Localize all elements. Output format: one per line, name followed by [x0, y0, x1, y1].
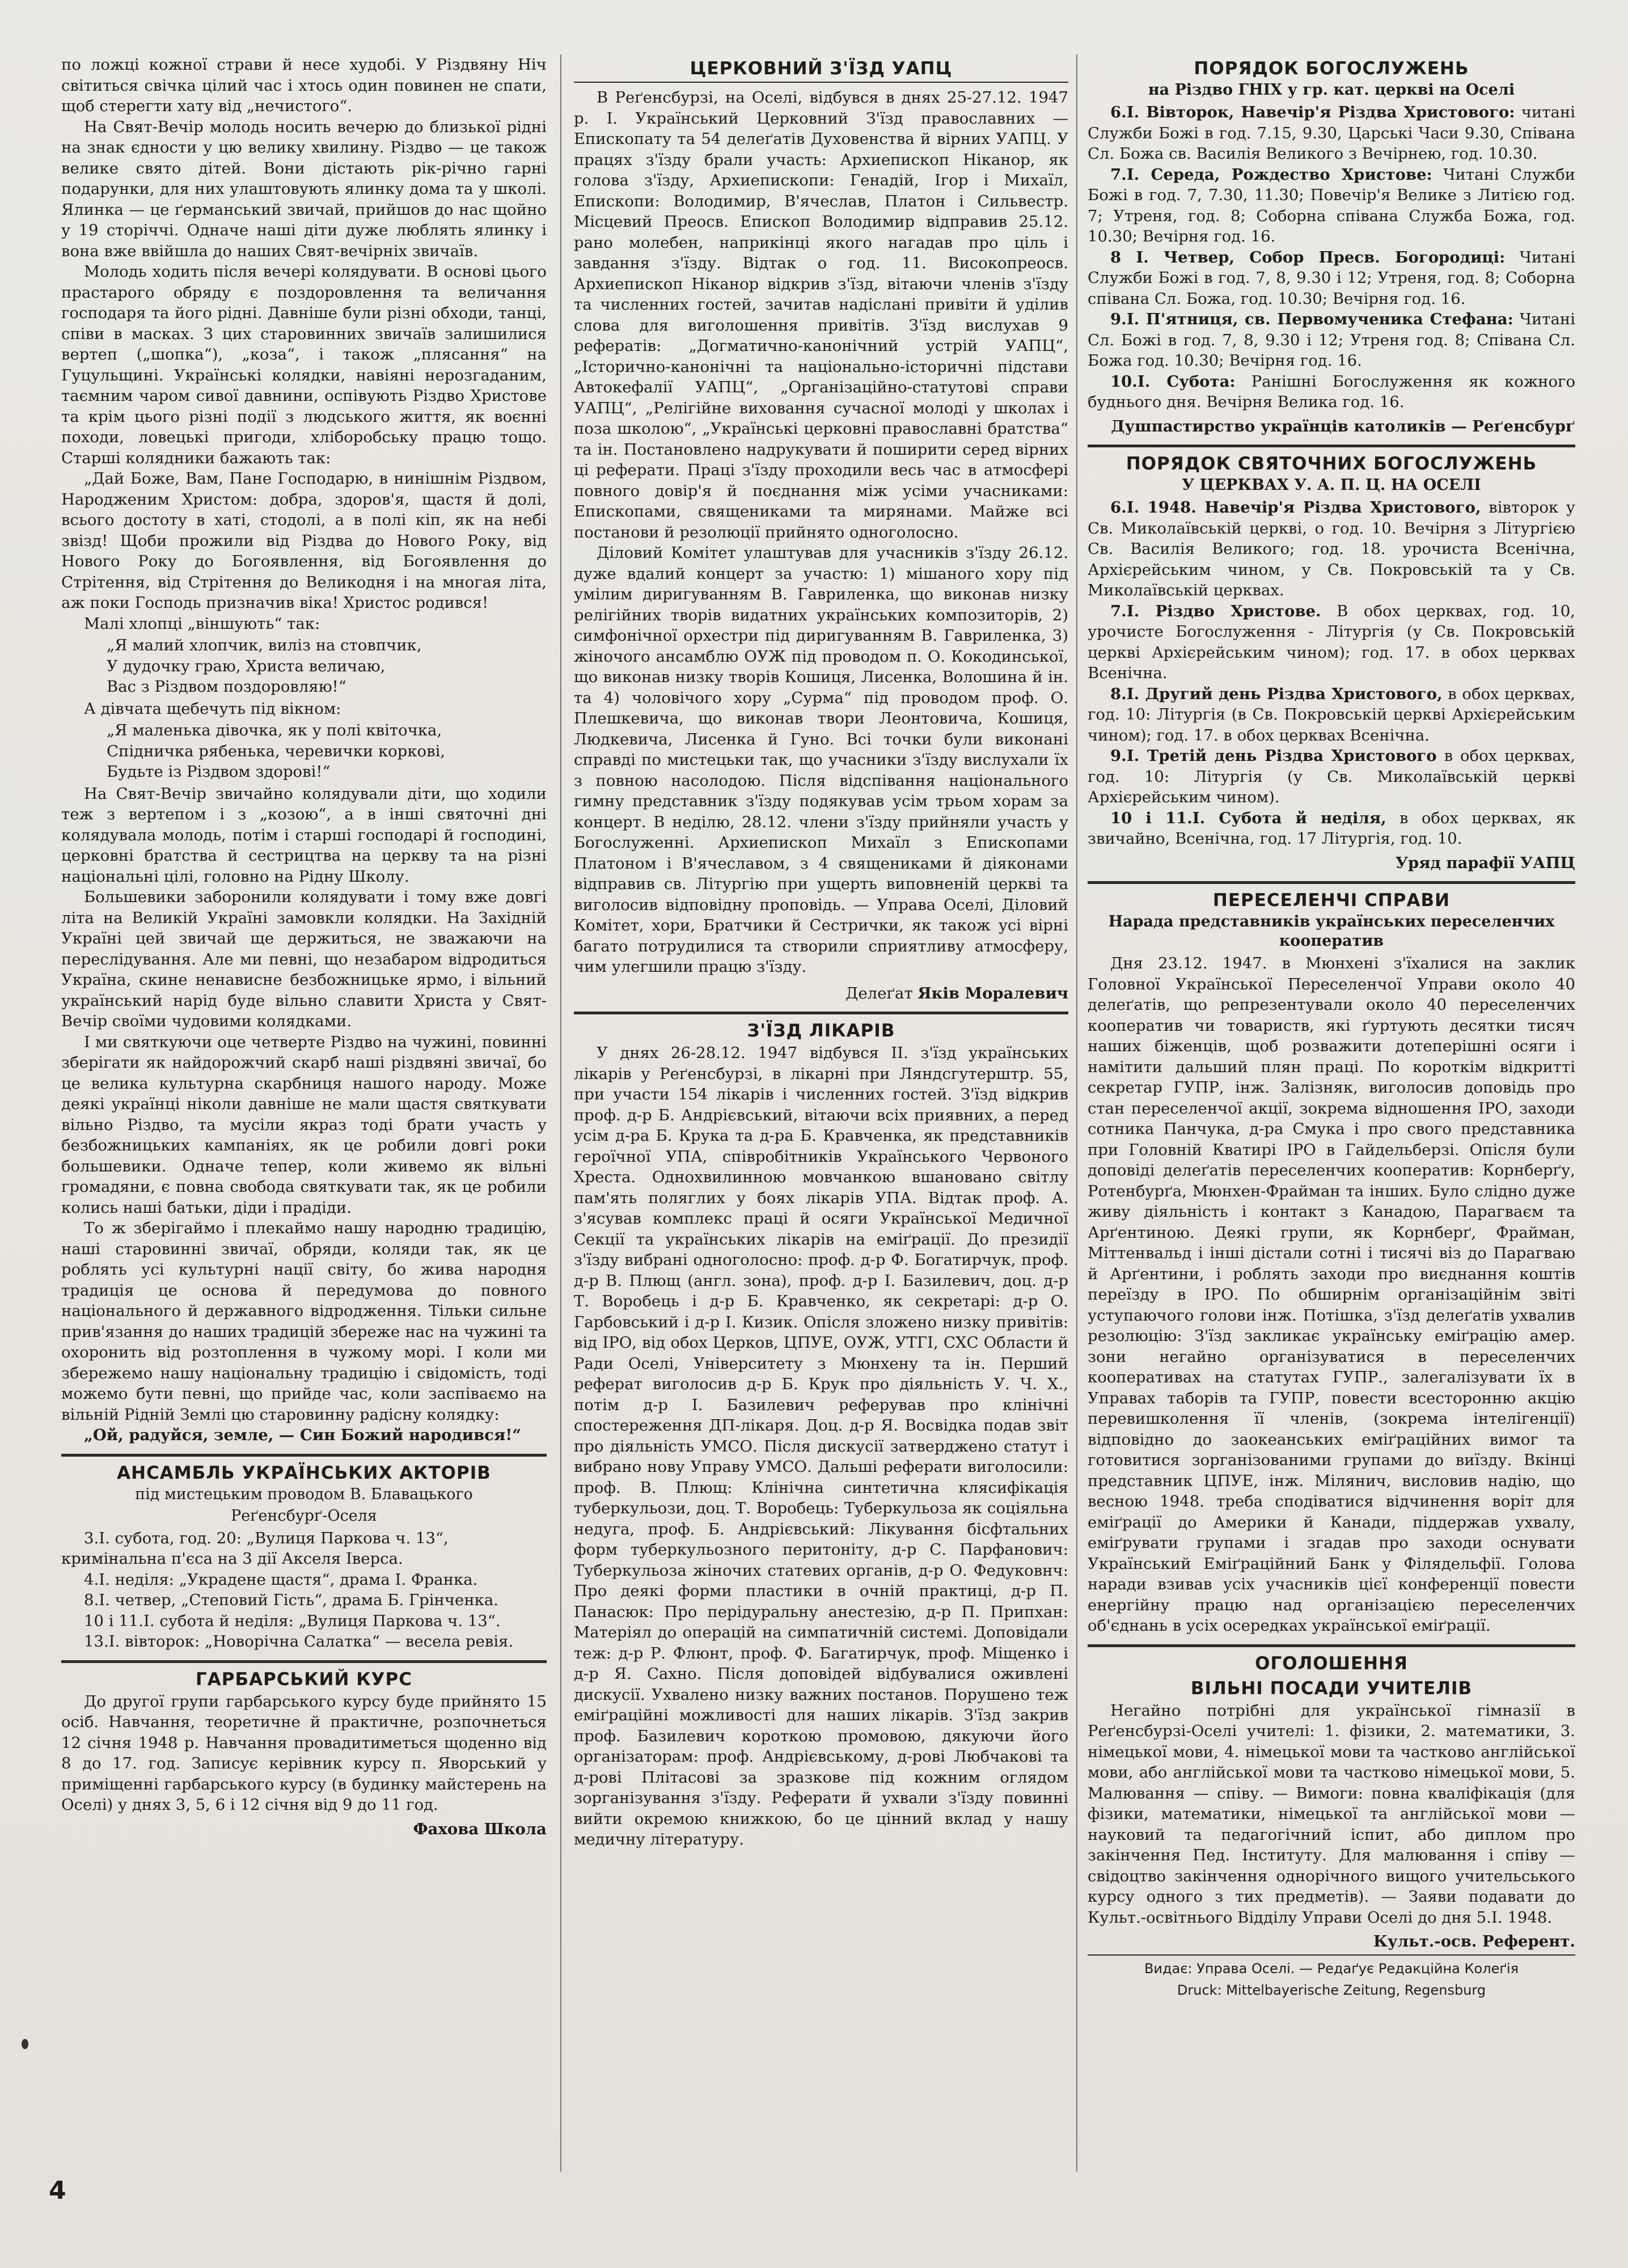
byline-name: Яків Моралевич — [917, 984, 1068, 1002]
paragraph: по ложці кожної страви й несе худобі. У Різдвяну Ніч світиться свічка цілий час і хтось один повинен не спати, щоб стерегти хату від „нечистого“. — [61, 56, 547, 115]
signature: Фахова Школа — [413, 1820, 547, 1838]
section-divider — [1088, 1644, 1575, 1647]
list-item: 8.І. четвер, „Степовий Гість“, драма Б. Грінченка. — [84, 1591, 498, 1609]
catholic-services-subtitle: на Різдво ГНІХ у гр. кат. церкві на Оселі — [1148, 81, 1515, 99]
verse-line: „Я малий хлопчик, виліз на стовпчик, — [107, 636, 422, 654]
ensemble-place: Реґенсбурґ-Оселя — [231, 1507, 377, 1525]
service-entry — [1088, 164, 1575, 247]
service-text: В обох церквах, год. 10, урочисте Богослуження - Літургія (у Св. Покровській церкві Архієрейським чином); год. 17. в обох церквах Всенічна. — [1088, 602, 1575, 682]
paragraph: „Дай Боже, Вам, Пане Господарю, в нинішнім Різдвом, Народженим Христом: добра, здоров'я, щастя й долі, всього достоту в хаті, стодолі, а в полі кіп, як на небі звізд! Щоби прожили від Різдва до Нового Року, від Нового Року до Богоявлення, від Богоявлення до Стрітення, від Стрітення до Великодня і на многая літа, аж поки Господь призначив віка! Христос родився! — [61, 469, 547, 612]
service-day: 9.І. Третій день Різдва Христового — [1110, 747, 1437, 765]
column-divider — [560, 54, 561, 2172]
paragraph: Негайно потрібні для української гімназії в Реґенсбурзі-Оселі учителі: 1. фізики, 2. математики, 3. німецької мови, 4. німецької мови та частково англійської мови, або англійської мови та частково німецької мови, 5. Малювання — співу. — Вимоги: повна кваліфікація (для фізики, математики, німецької та англійської мови — науковий та педагогічний іспит, або диплом про закінчення Пед. Інституту. Для малювання і співу — свідоцтво закінчення однорічного вищого учительського курсу одного з тих предметів). — Заяви подавати до Культ.-освітнього Відділу Управи Оселі до дня 5.І. 1948. — [1088, 1701, 1575, 1927]
verse-line: Вас з Різдвом поздоровляю!“ — [107, 678, 346, 696]
byline — [574, 983, 1068, 1004]
byline-prefix: Делеґат — [845, 984, 913, 1002]
list-item: 10 і 11.І. субота й неділя: „Вулиця Паркова ч. 13“. — [84, 1611, 501, 1630]
service-day: 6.І. 1948. Навечір'я Різдва Христового, — [1110, 498, 1481, 517]
list-item: 3.І. субота, год. 20: „Вулиця Паркова ч. 13“, кримінальна п'єса на 3 дії Акселя Іверса. — [61, 1529, 449, 1568]
section-divider — [61, 1454, 547, 1457]
paragraph: В Реґенсбурзі, на Оселі, відбувся в днях 25-27.12. 1947 р. І. Український Церковний З'їзд православних — Епископату та 54 делеґатів Духовенства й вірних УАПЦ. У працях з'їзду брали участь: Архиепископ Нікaнор, як голова з'їзду, Архиепископи: Генадій, Ігор і Михаїл, Епископи: Володимир, В'ячеслав, Платон і Сильвестр. Місцевий Преосв. Епископ Володимир відправив 25.12. рано молебен, наприкінці якого нагадав про ціль і завдання з'їзду. Відтак о год. 11. Високопреосв. Архиепископ Нікaнор відкрив з'їзд, вітаючи членів з'їзду та численних гостей, зачитав надіслані привіти й уділив слова для виголошення привітів. З'їзд вислухав 9 рефератів: „Догматично-канонічний устрій УАПЦ“, „Історично-канонічні та національно-історичні підстави Автокефалії УАПЦ“, „Організаційно-статутові справи УАПЦ“, „Релігійне виховання сучасної молоді у школах і поза школою“, „Українські церковні православні братства“ та ін. Постановлено надрукувати й поширити серед вірних ці реферати. Праці з'їзду проходили весь час в атмосфері повного довір'я й поєднання між усіми учасниками: Епископами, священиками та мирянами. Майже всі постанови й резолюції прийнято одноголосно. — [574, 88, 1068, 541]
migration-title: ПЕРЕСЕЛЕНЧІ СПРАВИ — [1212, 890, 1451, 911]
paragraph: То ж зберігаймо і плекаймо нашу народню традицію, наші старовинні звичаї, обряди, коляди так, як це роблять усі культурні нації світу, бо жива народня традиція це основа й передумова до повного національного й державного відродження. Тільки сильне прив'язання до наших традицій збереже нас на чужині та охоронить від розтоплення в чужому морі. І коли ми збережемо нашу національну традицію і свідомість, тоді можемо бути певні, що прийде час, коли заспіваємо на вільній Рідній Землі цю старовинну радісну колядку: — [61, 1219, 547, 1424]
orthodox-services-subtitle: У ЦЕРКВАХ У. А. П. Ц. НА ОСЕЛІ — [1182, 476, 1481, 494]
verse-line: Спідничка рябенька, черевички коркові, — [107, 742, 446, 760]
catholic-services-title: ПОРЯДОК БОГОСЛУЖЕНЬ — [1194, 58, 1469, 79]
service-entry — [1088, 808, 1575, 849]
section-divider — [1088, 881, 1575, 884]
service-text: в обох церквах, год. 10: Літургія (у Св. Миколаївській церкві Архієрейським чином). — [1088, 747, 1575, 806]
service-entry — [1088, 746, 1575, 808]
list-item: 4.І. неділя: „Украдене щастя“, драма І. Франка. — [84, 1570, 478, 1589]
paragraph: На Свят-Вечір звичайно колядували діти, що ходили теж з вертепом і з „козою“, а в інші святочні дні колядувала молодь, потім і старші господарі й господині, церковні братства й сестрицтва на церкву та на різні національні цілі, головно на Рідну Школу. — [61, 784, 547, 886]
section-divider — [61, 1660, 547, 1663]
service-day: 7.І. Середа, Рождество Христове: — [1110, 165, 1432, 184]
paragraph: „Ой, радуйся, земле, — Син Божий народився!“ — [84, 1426, 522, 1444]
verse-line: Будьте із Різдвом здорові!“ — [107, 763, 331, 781]
column-right — [1088, 54, 1575, 2172]
paragraph: Молодь ходить після вечері колядувати. В основі цього прастарого обряду є поздоровлення та величання господаря та його рідні. Давніше були різні обходи, танці, співи в масках. З цих старовинних звичаїв залишилися вертеп („шопка“), „коза“, і також „плясання“ на Гуцульщині. Українські колядки, навіяні нерозгаданим, таємним чаром сивої давнини, оспівують Різдво Христове та крім цього різні події з людського життя, як воєнні походи, ловецькі пригоди, хліборобську працю тощо. Старші колядники бажають так: — [61, 263, 547, 467]
ensemble-subtitle: під мистецьким проводом В. Блавацького — [135, 1485, 473, 1503]
service-text: в обох церквах, як звичайно, Всенічна, год. 17 Літургія, год. 10. — [1088, 809, 1575, 848]
tannery-title: ГАРБАРСЬКИЙ КУРС — [196, 1669, 412, 1690]
service-text: Читані Сл. Божі в год. 7, 8, 9.30 і 12; Утреня год. 8; Співана Сл. Божа год. 10.30; Вечірня год. 16. — [1088, 310, 1575, 370]
service-text: Читані Служби Божі в год. 7, 8, 9.30 і 12; Утреня, год. 8; Соборна співана Сл. Божа, год. 10.30; Вечірня год. 16. — [1088, 248, 1575, 308]
imprint-publisher: Видає: Управа Оселі. — Редаґує Редакційна Колеґія — [1144, 1960, 1519, 1977]
service-text: в обох церквах, год. 10: Літургія (в Св. Покровській церкві Архієрейським чином); год. 17. в обох церквах Всенічна. — [1088, 684, 1575, 744]
verse-line: „Я маленька дівочка, як у полі квіточка, — [107, 721, 442, 739]
service-day: 10 і 11.І. Субота й неділя, — [1110, 809, 1386, 827]
service-entry — [1088, 684, 1575, 746]
carol-verse — [107, 720, 547, 782]
paragraph: До другої групи гарбарського курсу буде прийнято 15 осіб. Навчання, теоретичне й практичне, розпочнеться 12 січня 1948 р. Навчання провадитиметься щоденно від 8 до 17. год. Записує керівник курсу п. Яворський у приміщенні гарбарського курсу (в будинку майстерень на Оселі) у днях 3, 5, 6 і 12 січня від 9 до 11 год. — [61, 1692, 547, 1814]
title-underline — [574, 82, 1068, 83]
service-text: читані Служби Божі в год. 7.15, 9.30, Царські Часи 9.30, Співана Сл. Божа св. Василія Великого з Вечірнею, год. 10.30. — [1088, 103, 1575, 163]
service-entry — [1088, 247, 1575, 310]
notices-title: ОГОЛОШЕННЯ — [1255, 1653, 1408, 1674]
service-day: 10.І. Субота: — [1110, 372, 1236, 391]
service-entry — [1088, 309, 1575, 371]
service-text: Читані Служби Божі в год. 7, 7.30, 11.30; Повечір'я Велике з Литією год. 7; Утреня, год. 8; Соборна співана Служба Божа, год. 10.30; Вечірня год. 16. — [1088, 165, 1575, 246]
column-left — [61, 54, 547, 2172]
service-entry — [1088, 371, 1575, 413]
paragraph: Діловий Комітет улаштував для учасників з'їзду 26.12. дуже вдалий концерт за участю: 1) мішаного хору під умілим диригуванням В. Гавриленка, що виконав низку релігійних творів видатних українських композиторів, 2) симфонічної орхестри під диригуванням В. Гавриленка, 3) жіночого ансамблю ОУЖ під проводом п. О. Кокодинської, що виконав низку творів Кошиця, Лисенка, Волошина й ін. та 4) чоловічого хору „Сурма“ під проводом проф. О. Плешкевича, що виконав твори Леонтовича, Кошиця, Людкевича, Лисенка й Гуно. Всі точки були виконані справді по мистецьки так, що учасники з'їзду вислухали їх з повною насолодою. Після відспівання національного гимну представник з'їзду подякував усім трьом хорам за концерт. В неділю, 28.12. члени з'їзду прийняли участь у Богослуженні. Архиепископ Михаїл з Епископами Платоном і В'ячеславом, з 4 священиками й діяконами відправив св. Літургію при ущерть виповненій церкві та виголосив відповідну проповідь. — Управа Оселі, Діловий Комітет, хори, Братчики й Сестрички, як також усі вірні багато потрудилися та створили сприятливу атмосферу, чим улегшили працю з'їзду. — [574, 544, 1068, 976]
service-day: 7.І. Різдво Христове. — [1110, 602, 1321, 620]
section-divider — [1088, 445, 1575, 447]
imprint-printer: Druck: Mittelbayerische Zeitung, Regensburg — [1177, 1982, 1486, 1998]
church-congress-title: ЦЕРКОВНИЙ З'ЇЗД УАПЦ — [690, 58, 953, 79]
service-entry — [1088, 102, 1575, 164]
paragraph: А дівчата щебечуть під вікном: — [84, 699, 341, 718]
carol-verse — [107, 635, 547, 697]
page-number: 4 — [49, 2176, 66, 2205]
service-day: 9.І. П'ятниця, св. Первомученика Стефана: — [1110, 310, 1513, 328]
service-day: 6.І. Вівторок, Навечір'я Різдва Христового: — [1110, 103, 1515, 121]
notices-subtitle: ВІЛЬНІ ПОСАДИ УЧИТЕЛІВ — [1190, 1678, 1473, 1699]
paragraph: У днях 26-28.12. 1947 відбувся II. з'їзд українських лікарів у Реґенсбурзі, в лікарні при Ляндсгутерштр. 55, при участи 154 лікарів і численних гостей. З'їзд відкрив проф. д-р Б. Андрієвський, вітаючи всіх приявних, а перед усім д-ра Б. Крука та д-ра Б. Кравченка, як представників героїчної УПА, співробітників Українського Червоного Хреста. Однохвилинною мовчанкою вшановано світлу пам'ять поляглих у боях лікарів УПА. Відтак проф. А. з'ясував комплекс праці й осяги Української Медичної Секції та українських лікарів на еміґрації. До президії з'їзду вибрані одноголосно: проф. д-р Ф. Богатирчук, проф. д-р В. Плющ (англ. зона), проф. д-р І. Базилевич, доц. д-р Т. Воробець і д-р Б. Кравченко, як секретарі: д-р О. Гарбовський і д-р І. Кизик. Опісля зложено низку привітів: від ІРО, від обох Церков, ЦПУЕ, ОУЖ, УТГІ, СХС Области й Ради Оселі, Університету з Мюнхену та ін. Перший реферат виголосив д-р Б. Крук про діяльність У. Ч. Х., потім д-р І. Базилевич реферував про клінічні спостереження ДП-лікаря. Доц. д-р Я. Восвідка подав звіт про діяльність УМСО. Після дискусії затверджено статут і вибрано нову Управу УМСО. Дальші реферати виголосили: проф. В. Плющ: Клінічна синтетична клясифікація туберкульози, доц. Т. Воробець: Туберкульоза як соціяльна недуга, проф. Б. Андрієвський: Лікування бісфтальних форм туберкульозного перитоніту, д-р С. Парфанович: Туберкульоза жіночих статевих органів, д-р О. Федуковнч: Про деякі форми пластики в очній практиці, д-р П. Панасюк: Про перідуральну анестезію, д-р П. Припхан: Матеріял до операцій на симпатичній системі. Доповідали теж: д-р Р. Флюнт, проф. Ф. Багатирчук, проф. Міщенко і д-р Я. Сахно. Після доповідей відбувалися оживлені дискусії. Ухвалено низку важних постанов. Порушено теж еміґраційні можливості для наших лікарів. З'їзд закрив проф. Базилевич короткою промовою, дякуючи його організаторам: проф. Андрієвському, д-рові Любчакові та д-рові Плітасові за зразкове під кожним оглядом зорганізування з'їзду. Реферати й ухвали з'їзду повинні вийти окремою книжкою, бо це цінний вклад у нашу медичну літературу. — [574, 1044, 1068, 1848]
service-entry — [1088, 601, 1575, 684]
verse-line: У дудочку граю, Христа величаю, — [107, 657, 386, 675]
signature: Культ.-осв. Референт. — [1373, 1932, 1575, 1950]
list-item: 13.І. вівторок: „Новорічна Салатка“ — весела ревія. — [84, 1632, 514, 1651]
section-divider — [574, 1012, 1068, 1014]
service-text: вівторок у Св. Миколаївській церкві, о год. 10. Вечірня з Літургією Св. Василія Великого; год. 18. урочиста Всенічна, Архієрейським чином, у Св. Покровській та у Св. Миколаївській церквах. — [1088, 498, 1575, 599]
paragraph: На Свят-Вечір молодь носить вечерю до близької рідні на знак єдности у цю велику хвилину. Різдво — це також велике свято дітей. Вони дістають рік-річно гарні подарунки, для них улаштовують ялинку дома та у школі. Ялинка — це ґерманський звичай, прийшов до нас щойно у 19 сторіччі. Одначе наші діти дуже люблять ялинку і вона вже ввійшла до наших Свят-вечірніх звичаїв. — [61, 117, 547, 260]
paragraph: Малі хлопці „віншують“ так: — [84, 614, 320, 633]
paragraph: І ми святкуючи оце четверте Різдво на чужині, повинні зберігати як найдорожчий скарб наші різдвяні звичаї, бо це велика культурна скарбниця нашого народу. Може деякі українці ніколи давніше не мали щастя святкувати вільно Різдво, та мусіли якраз тоді брати участь у безбожницьких кампаніях, як це робили довгі роки большевики. Одначе тепер, коли живемо як вільні громадяни, є повна свобода святкувати так, як це робили колись наші батьки, діди і прадіди. — [61, 1033, 547, 1217]
column-middle — [574, 54, 1068, 2172]
signature: Уряд парафії УАПЦ — [1395, 853, 1575, 872]
paragraph: Большевики заборонили колядувати і тому вже довгі літа на Великій Україні замовкли колядки. На Західній Україні цей звичай ще держиться, не зважаючи на переслідування. Але ми певні, що незабаром відродиться Україна, скине ненависне безбожницьке ярмо, і вільний український нарід буде вільно славити Христа у Свят-Вечір своїми чудовими колядками. — [61, 888, 547, 1030]
ink-blot — [22, 2039, 28, 2049]
column-divider — [1076, 54, 1077, 2172]
signature: Душпастирство українців католиків — Реґенсбурґ — [1111, 417, 1575, 435]
service-text: Ранішні Богослуження як кожного буднього дня. Вечірня Велика год. 16. — [1088, 372, 1575, 411]
migration-subtitle: Нарада представників українських переселенчих кооператив — [1108, 913, 1555, 950]
service-day: 8 І. Четвер, Собор Пресв. Богородиці: — [1110, 248, 1506, 266]
doctors-congress-title: З'ЇЗД ЛІКАРІВ — [747, 1021, 895, 1041]
orthodox-services-title: ПОРЯДОК СВЯТОЧНИХ БОГОСЛУЖЕНЬ — [1126, 454, 1537, 474]
paragraph: Дня 23.12. 1947. в Мюнхені з'їхалися на заклик Головної Української Переселенчої Управи около 40 делеґатів, що репрезентували около 40 переселенчих кооператив чи товариств, які ґуртують десятки тисяч наших біженців, щоб розважити дотеперішні осяги і намітити дальший плян праці. По короткім відкритті секретар ГУПР, інж. Залізняк, виголосив доповідь про стан переселенчої акції, зокрема відношення ІРО, заходи сотника Панчука, д-ра Смука і про свого представника при Головній Кватирі ІРО в Гайдельберзі. Опісля були доповіді делеґатів переселенчих кооператив: Корнберґу, Ротенбурґа, Мюнхен-Фрайман та інших. Було слідно дуже живу діяльність і контакт з Канадою, Парагваєм та Арґентиною. Деякі групи, як Корнберґ, Фрайман, Міттенвальд і інші дістали сотні і тисячі віз до Парагваю й Арґентини, і роблять заходи про виєднання коштів переїзду в ІРО. По обширнім організаційнім звіті уступаючого голови інж. Потішка, з'їзд делеґатів ухвалив резолюцію: З'їзд закликає українську еміґрацію амер. зони негайно організуватися в переселенчих кооперативах на статутах ГУПР., залегалізувати їх в Управах таборів та ГУПР, повести всесторонню акцію перевишколення її членів, (зокрема інтелігенції) відповідно до заокеанських еміґраційних вимог та готовитися зорганізованими групами до виїзду. Вкінці представник ЦПУЕ, інж. Мілянич, висловив надію, що весною 1948. треба сподіватися відчинення воріт для еміґрації до Америки й Канади, піддержав ухвалу, еміґрувати групами і згадав про заходи оснувати Український Еміґраційний Банк у Філядельфії. Голова наради взивав усіх учасників цієї конференції повести енергійну працю над організацією переселенчих об'єднань в усіх осередках української еміґрації. — [1088, 954, 1575, 1635]
service-day: 8.І. Другий день Різдва Христового, — [1110, 684, 1443, 703]
service-entry — [1088, 497, 1575, 601]
ensemble-title: АНСАМБЛЬ УКРАЇНСЬКИХ АКТОРІВ — [117, 1462, 491, 1483]
section-divider — [1088, 1954, 1575, 1956]
